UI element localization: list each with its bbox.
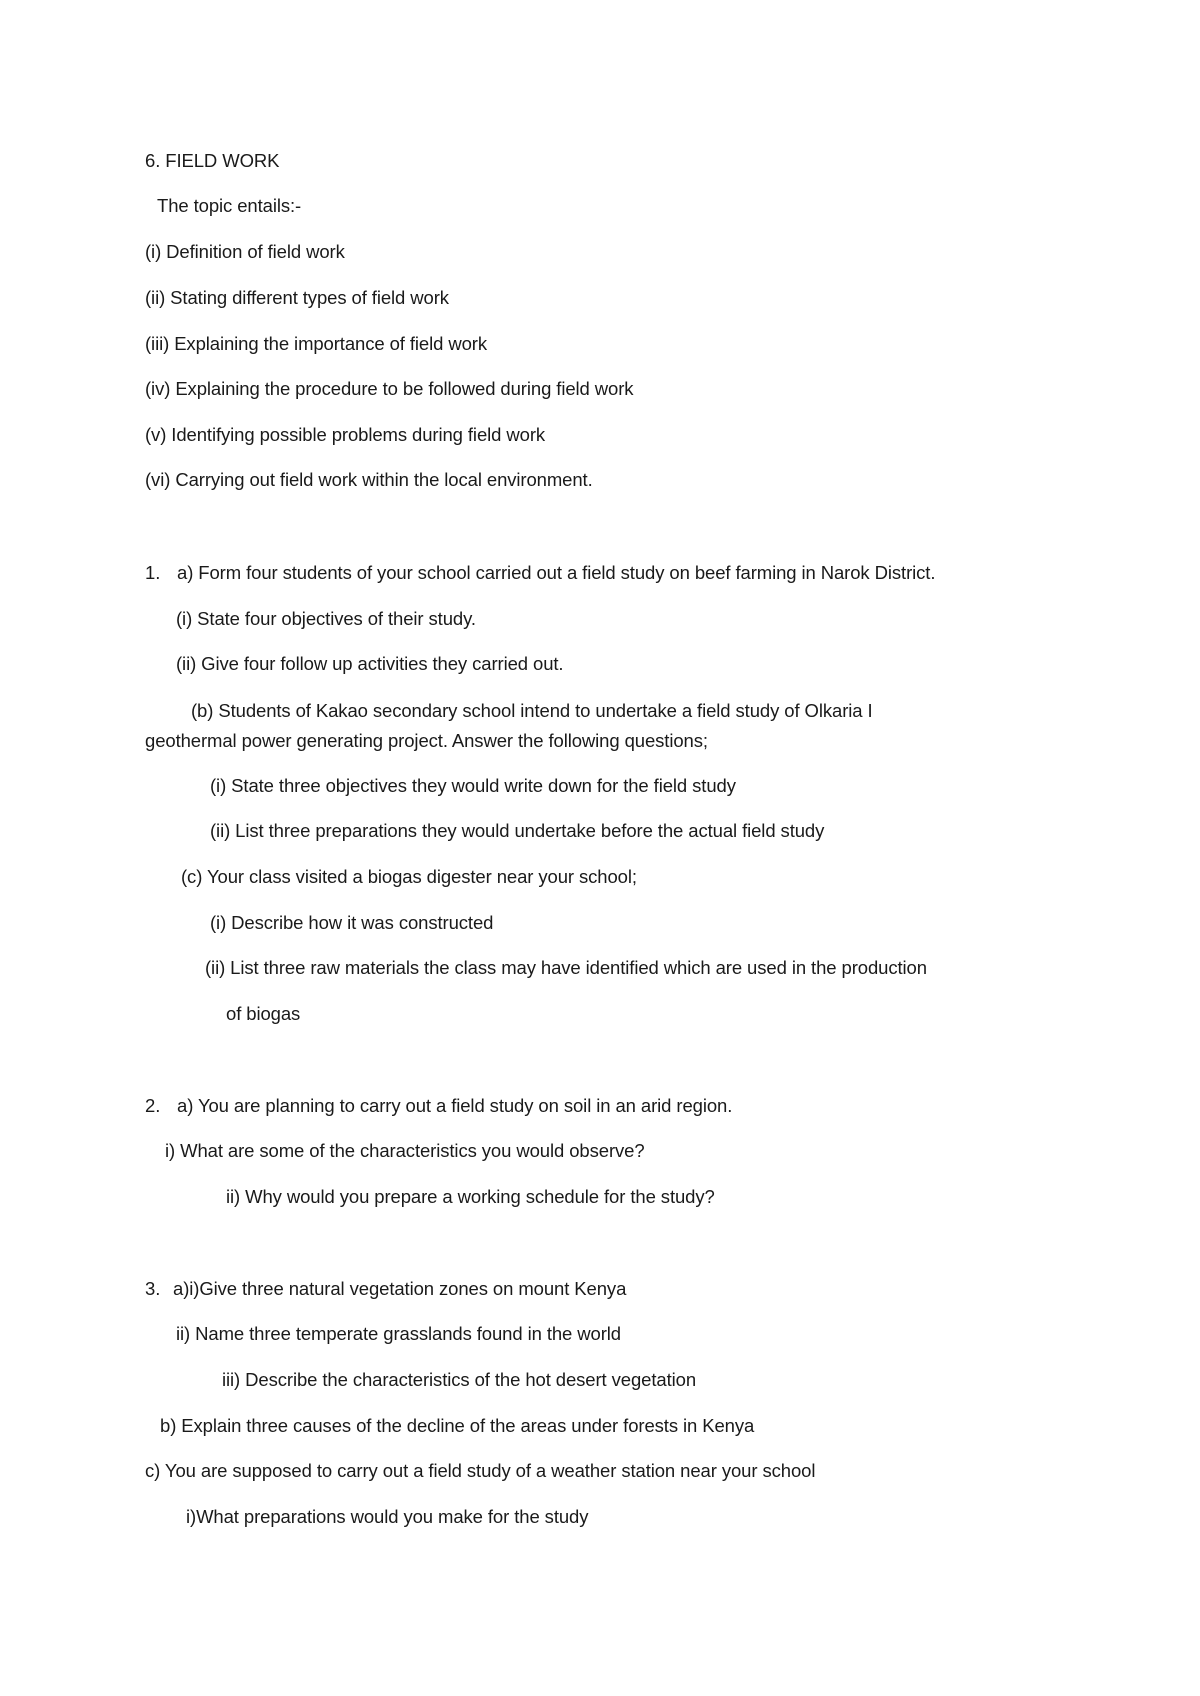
topic-item: (vi) Carrying out field work within the local environment. bbox=[145, 469, 593, 490]
question-2a-i: i) What are some of the characteristics you would observe? bbox=[165, 1140, 645, 1161]
topic-intro: The topic entails:- bbox=[157, 195, 302, 216]
question-1a-i: (i) State four objectives of their study. bbox=[176, 608, 476, 629]
question-number: 3. bbox=[145, 1278, 161, 1299]
question-3a-i: a)i)Give three natural vegetation zones on mount Kenya bbox=[173, 1278, 627, 1299]
question-2a: a) You are planning to carry out a field study on soil in an arid region. bbox=[177, 1095, 733, 1116]
question-1a-ii: (ii) Give four follow up activities they carried out. bbox=[176, 653, 564, 674]
question-1b-line1: (b) Students of Kakao secondary school intend to undertake a field study of Olkaria I bbox=[191, 700, 873, 721]
question-number: 2. bbox=[145, 1095, 161, 1116]
topic-item: (i) Definition of field work bbox=[145, 241, 345, 262]
question-3b: b) Explain three causes of the decline of the areas under forests in Kenya bbox=[160, 1415, 755, 1436]
topic-item: (iii) Explaining the importance of field work bbox=[145, 333, 488, 354]
question-1b-ii: (ii) List three preparations they would undertake before the actual field study bbox=[210, 820, 825, 841]
question-1b-line2: geothermal power generating project. Answer the following questions; bbox=[145, 730, 708, 751]
topic-item: (iv) Explaining the procedure to be followed during field work bbox=[145, 378, 634, 399]
topic-item: (ii) Stating different types of field work bbox=[145, 287, 449, 308]
question-3a-ii: ii) Name three temperate grasslands found in the world bbox=[176, 1323, 621, 1344]
section-heading: 6. FIELD WORK bbox=[145, 150, 280, 171]
question-1c-ii-line2: of biogas bbox=[226, 1003, 301, 1024]
question-1b-i: (i) State three objectives they would write down for the field study bbox=[210, 775, 736, 796]
question-3a-iii: iii) Describe the characteristics of the hot desert vegetation bbox=[222, 1369, 697, 1390]
question-1c: (c) Your class visited a biogas digester near your school; bbox=[181, 866, 637, 887]
question-number: 1. bbox=[145, 562, 161, 583]
question-1c-ii-line1: (ii) List three raw materials the class may have identified which are used in the production bbox=[205, 957, 927, 978]
topic-item: (v) Identifying possible problems during field work bbox=[145, 424, 546, 445]
question-1c-i: (i) Describe how it was constructed bbox=[210, 912, 494, 933]
question-3c: c) You are supposed to carry out a field study of a weather station near your school bbox=[145, 1460, 816, 1481]
question-3c-i: i)What preparations would you make for the study bbox=[186, 1506, 589, 1527]
question-2a-ii: ii) Why would you prepare a working schedule for the study? bbox=[226, 1186, 715, 1207]
question-1a: a) Form four students of your school carried out a field study on beef farming in Narok District. bbox=[177, 562, 936, 583]
